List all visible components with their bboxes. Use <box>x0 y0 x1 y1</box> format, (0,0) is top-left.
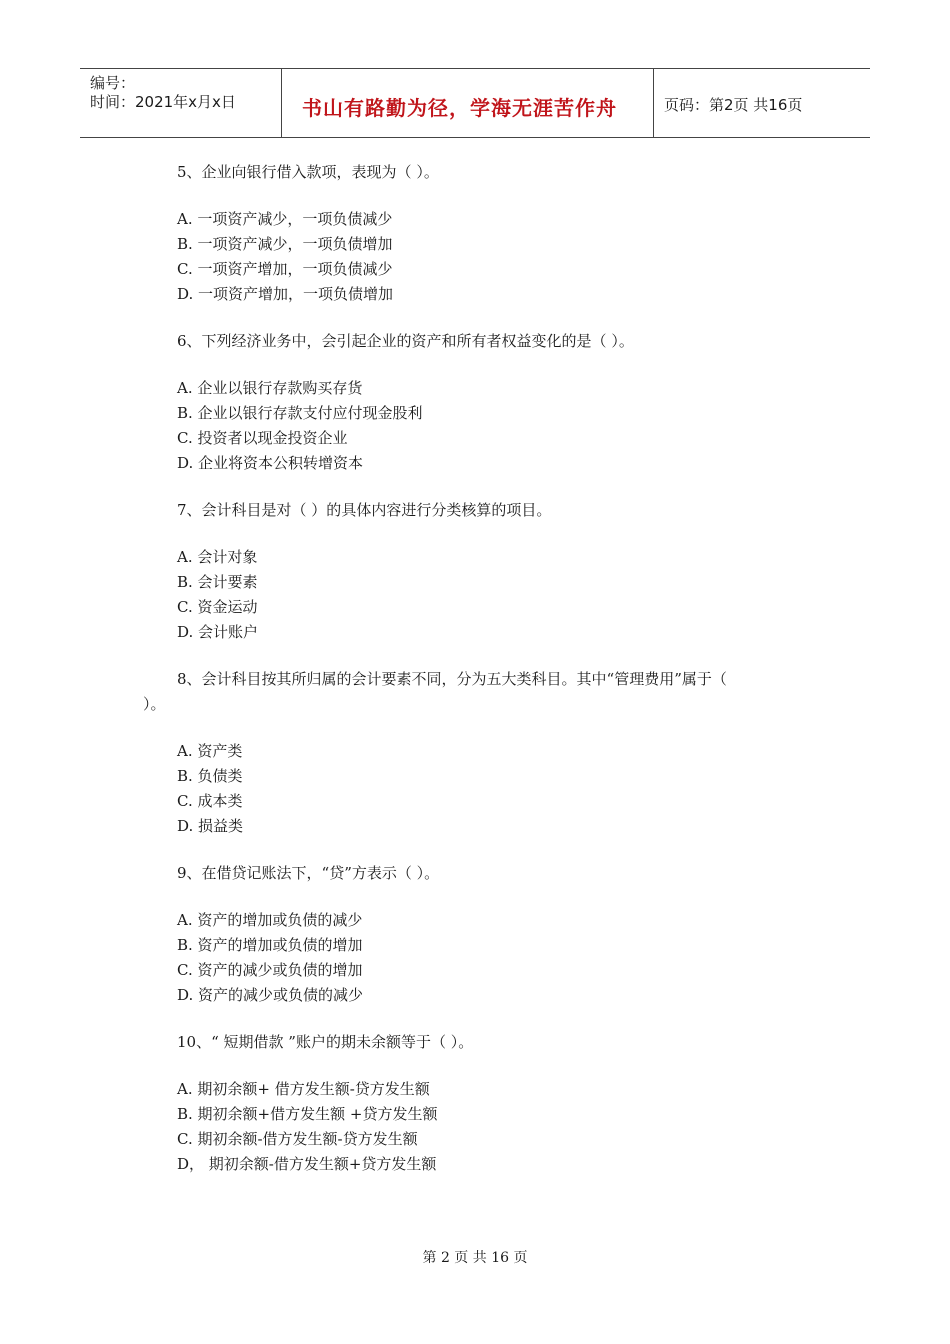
option-d: D. 会计账户 <box>177 623 259 641</box>
option-a: A. 一项资产减少，一项负债减少 <box>177 210 393 228</box>
option-d: D. 一项资产增加，一项负债增加 <box>177 285 394 303</box>
header-meta-cell <box>80 69 282 137</box>
option-d: D. 企业将资本公积转增资本 <box>177 454 364 472</box>
question-stem: 8、会计科目按其所归属的会计要素不同，分为五大类科目。其中“管理费用”属于（ <box>177 670 727 688</box>
question-stem: 10、“ 短期借款 ”账户的期未余额等于（ ）。 <box>177 1033 474 1051</box>
option-c: C. 资产的减少或负债的增加 <box>177 961 363 979</box>
option-a: A. 资产的增加或负债的减少 <box>177 911 363 929</box>
option-c: C. 成本类 <box>177 792 243 810</box>
question-stem: 5、企业向银行借入款项，表现为（ ）。 <box>177 163 439 181</box>
page-header <box>80 68 870 138</box>
motto-text: 书山有路勤为径，学海无涯苦作舟 <box>302 96 617 120</box>
option-c: C. 一项资产增加，一项负债减少 <box>177 260 393 278</box>
question-stem: 7、会计科目是对（ ）的具体内容进行分类核算的项目。 <box>177 501 552 519</box>
option-b: B. 一项资产减少，一项负债增加 <box>177 235 393 253</box>
page-footer <box>0 1247 950 1267</box>
question-stem-continuation: ）。 <box>143 695 166 713</box>
header-page-label: 页码：第2页 共16页 <box>664 96 803 114</box>
option-d: D. 损益类 <box>177 817 244 835</box>
option-a: A. 期初余额+ 借方发生额-贷方发生额 <box>177 1080 430 1098</box>
question-stem: 6、下列经济业务中，会引起企业的资产和所有者权益变化的是（ ）。 <box>177 332 634 350</box>
header-page-cell <box>654 69 870 137</box>
question-stem: 9、在借贷记账法下，“贷”方表示（ ）。 <box>177 864 440 882</box>
option-b: B. 资产的增加或负债的增加 <box>177 936 363 954</box>
option-b: B. 负债类 <box>177 767 243 785</box>
time-label: 时间：2021年x月x日 <box>90 93 236 111</box>
footer-page-number: 第 2 页 共 16 页 <box>422 1250 528 1266</box>
option-b: B. 期初余额+借方发生额 +贷方发生额 <box>177 1105 438 1123</box>
header-motto-cell <box>282 69 654 137</box>
option-d: D. 资产的减少或负债的减少 <box>177 986 364 1004</box>
option-a: A. 企业以银行存款购买存货 <box>177 379 363 397</box>
option-c: C. 期初余额-借方发生额-贷方发生额 <box>177 1130 418 1148</box>
option-c: C. 投资者以现金投资企业 <box>177 429 348 447</box>
option-a: A. 资产类 <box>177 742 243 760</box>
option-d: D， 期初余额-借方发生额+贷方发生额 <box>177 1155 437 1173</box>
option-b: B. 会计要素 <box>177 573 258 591</box>
serial-label: 编号： <box>90 74 136 92</box>
option-c: C. 资金运动 <box>177 598 258 616</box>
option-a: A. 会计对象 <box>177 548 258 566</box>
option-b: B. 企业以银行存款支付应付现金股利 <box>177 404 423 422</box>
